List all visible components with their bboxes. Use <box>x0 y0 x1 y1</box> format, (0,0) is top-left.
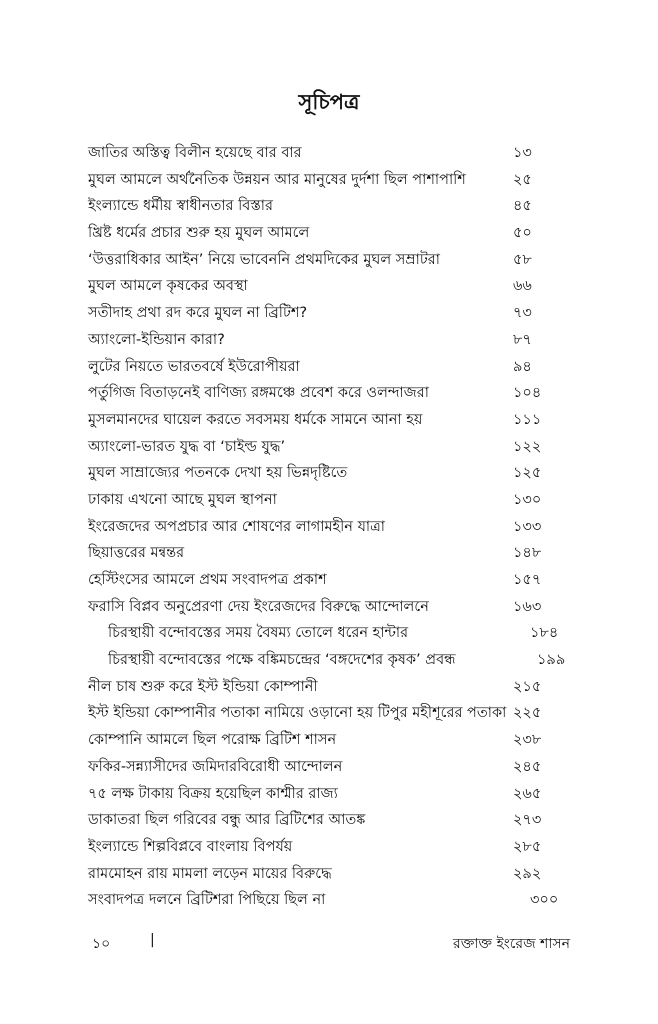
toc-entry-page: ২৫ <box>513 171 532 188</box>
toc-entry <box>0 620 658 647</box>
toc-entry <box>0 193 658 220</box>
toc-entry-page: ৫৮ <box>513 251 532 268</box>
toc-entry <box>0 354 658 381</box>
toc-entry <box>0 887 658 914</box>
toc-entry <box>0 834 658 861</box>
toc-entry-title: কোম্পানি আমলে ছিল পরোক্ষ ব্রিটিশ শাসন <box>88 732 337 749</box>
toc-entry-title: ইস্ট ইন্ডিয়া কোম্পানীর পতাকা নামিয়ে ওড়ানো হয় টিপুর মহীশূরের পতাকা <box>88 705 507 722</box>
toc-entry-title: ‘উত্তরাধিকার আইন’ নিয়ে ভাবেননি প্রথমদিকের মুঘল সম্রাটরা <box>88 251 440 268</box>
toc-entry-title: ৭৫ লক্ষ টাকায় বিক্রয় হয়েছিল কাশ্মীর রাজ্য <box>88 785 338 802</box>
toc-entry <box>0 514 658 541</box>
toc-entry-page: ২২৫ <box>513 705 542 722</box>
toc-entry <box>0 540 658 567</box>
page-title: সূচিপত্র <box>298 90 360 114</box>
toc-entry-page: ৯৪ <box>513 358 532 375</box>
toc-entry-title: মুঘল আমলে অর্থনৈতিক উন্নয়ন আর মানুষের দুর্দশা ছিল পাশাপাশি <box>88 171 466 188</box>
toc-entry-title: পর্তুগিজ বিতাড়নেই বাণিজ্য রঙ্গমঞ্চে প্রবেশ করে ওলন্দাজরা <box>88 385 429 402</box>
toc-entry-page: ২৬৫ <box>513 785 542 802</box>
toc-entry-page: ৩০০ <box>530 892 559 909</box>
toc-entry <box>0 754 658 781</box>
toc-entry-page: ১৩৩ <box>513 518 542 535</box>
toc-entry-page: ২৮৫ <box>513 838 542 855</box>
page-footer <box>0 932 658 956</box>
toc-entry-page: ৮৭ <box>513 331 532 348</box>
toc-entry-page: ১৬৩ <box>513 598 542 615</box>
toc-entry <box>0 140 658 167</box>
toc-entry-page: ১৩ <box>513 145 532 161</box>
toc-entry-page: ১২৫ <box>513 465 542 482</box>
toc-entry-page: ১০৪ <box>513 385 542 402</box>
toc-entry-title: সতীদাহ প্রথা রদ করে মুঘল না ব্রিটিশ? <box>88 305 308 322</box>
toc-entry-page: ১৮৪ <box>530 625 559 642</box>
toc-entry-title: মুঘল আমলে কৃষকের অবস্থা <box>88 278 248 295</box>
toc-entry <box>0 167 658 194</box>
toc-entry-title: ইংরেজদের অপপ্রচার আর শোষণের লাগামহীন যাত্রা <box>88 518 385 535</box>
toc-entry-page: ২৩৮ <box>513 732 542 749</box>
toc-entry-title: ছিয়াত্তরের মন্বন্তর <box>88 545 185 562</box>
toc-entry-title: চিরস্থায়ী বন্দোবস্তের সময় বৈষম্য তোলে ধরেন হান্টার <box>108 625 409 642</box>
toc-entry-page: ১৪৮ <box>513 545 542 562</box>
toc-entry-title: চিরস্থায়ী বন্দোবস্তের পক্ষে বঙ্কিমচন্দ্রের ‘বঙ্গদেশের কৃষক’ প্রবন্ধ <box>108 652 456 669</box>
toc-entry-title: রামমোহন রায় মামলা লড়েন মায়ের বিরুদ্ধে <box>88 865 332 882</box>
toc-entry <box>0 220 658 247</box>
toc-entry <box>0 434 658 461</box>
toc-entry-title: হেস্টিংসের আমলে প্রথম সংবাদপত্র প্রকাশ <box>88 572 327 588</box>
toc-entry-title: ইংল্যান্ডে শিল্পবিপ্লবে বাংলায় বিপর্যয় <box>88 838 293 855</box>
toc-entry-page: ১১১ <box>513 411 542 428</box>
toc-entry-title: অ্যাংলো-ইন্ডিয়ান কারা? <box>88 331 225 348</box>
toc-entry-title: মুঘল সাম্রাজ্যের পতনকে দেখা হয় ভিন্নদৃষ্টিতে <box>88 465 348 482</box>
toc-entry-page: ৫০ <box>513 225 532 242</box>
toc-entry <box>0 781 658 808</box>
toc-entry <box>0 300 658 327</box>
toc-entry-page: ২১৫ <box>513 678 542 695</box>
toc-entry-page: ২৯২ <box>513 865 542 882</box>
toc-entry-title: লুটের নিয়তে ভারতবর্ষে ইউরোপীয়রা <box>88 358 300 375</box>
toc-entry-page: ১২২ <box>513 438 542 455</box>
toc-entry <box>0 700 658 727</box>
toc-entry-title: ঢাকায় এখনো আছে মুঘল স্থাপনা <box>88 491 277 508</box>
toc-entry <box>0 861 658 888</box>
toc-entry-page: ১৯৯ <box>537 652 566 669</box>
toc-entry <box>0 807 658 834</box>
toc-entry <box>0 327 658 354</box>
toc-entry <box>0 727 658 754</box>
toc-entry-page: ১৫৭ <box>513 572 542 588</box>
toc-entry <box>0 647 658 674</box>
table-of-contents <box>0 140 658 914</box>
toc-entry-page: ২৪৫ <box>513 758 542 775</box>
toc-entry-title: নীল চাষ শুরু করে ইস্ট ইন্ডিয়া কোম্পানী <box>88 678 318 695</box>
toc-entry-title: মুসলমানদের ঘায়েল করতে সবসময় ধর্মকে সামনে আনা হয় <box>88 411 423 428</box>
toc-entry <box>0 247 658 274</box>
toc-entry <box>0 674 658 701</box>
toc-entry <box>0 487 658 514</box>
toc-entry-page: ১৩০ <box>513 491 542 508</box>
toc-entry-page: ৪৫ <box>513 198 532 215</box>
toc-entry <box>0 567 658 594</box>
toc-entry-title: অ্যাংলো-ভারত যুদ্ধ বা ‘চাইল্ড যুদ্ধ’ <box>88 438 286 455</box>
toc-entry-title: খ্রিষ্ট ধর্মের প্রচার শুরু হয় মুঘল আমলে <box>88 225 310 242</box>
toc-entry-title: ফকির-সন্ন্যাসীদের জমিদারবিরোধী আন্দোলন <box>88 758 343 775</box>
toc-entry-title: জাতির অস্তিত্ব বিলীন হয়েছে বার বার <box>88 145 302 161</box>
toc-entry-title: সংবাদপত্র দলনে ব্রিটিশরা পিছিয়ে ছিল না <box>88 892 326 909</box>
footer-separator: | <box>150 932 155 948</box>
toc-entry-page: ৬৬ <box>513 278 532 295</box>
toc-entry <box>0 273 658 300</box>
toc-entry-title: ডাকাতরা ছিল গরিবের বন্ধু আর ব্রিটিশের আতঙ্ক <box>88 812 366 829</box>
toc-entry-title: ফরাসি বিপ্লব অনুপ্রেরণা দেয় ইংরেজদের বিরুদ্ধে আন্দোলনে <box>88 598 429 615</box>
footer-book-title: রক্তাক্ত ইংরেজ শাসন <box>453 936 570 952</box>
toc-entry <box>0 380 658 407</box>
toc-entry <box>0 407 658 434</box>
toc-entry <box>0 460 658 487</box>
footer-page-number: ১০ <box>92 936 111 952</box>
toc-entry <box>0 594 658 621</box>
toc-entry-title: ইংল্যান্ডে ধর্মীয় স্বাধীনতার বিস্তার <box>88 198 273 215</box>
toc-entry-page: ২৭৩ <box>513 812 542 829</box>
toc-entry-page: ৭৩ <box>513 305 532 322</box>
